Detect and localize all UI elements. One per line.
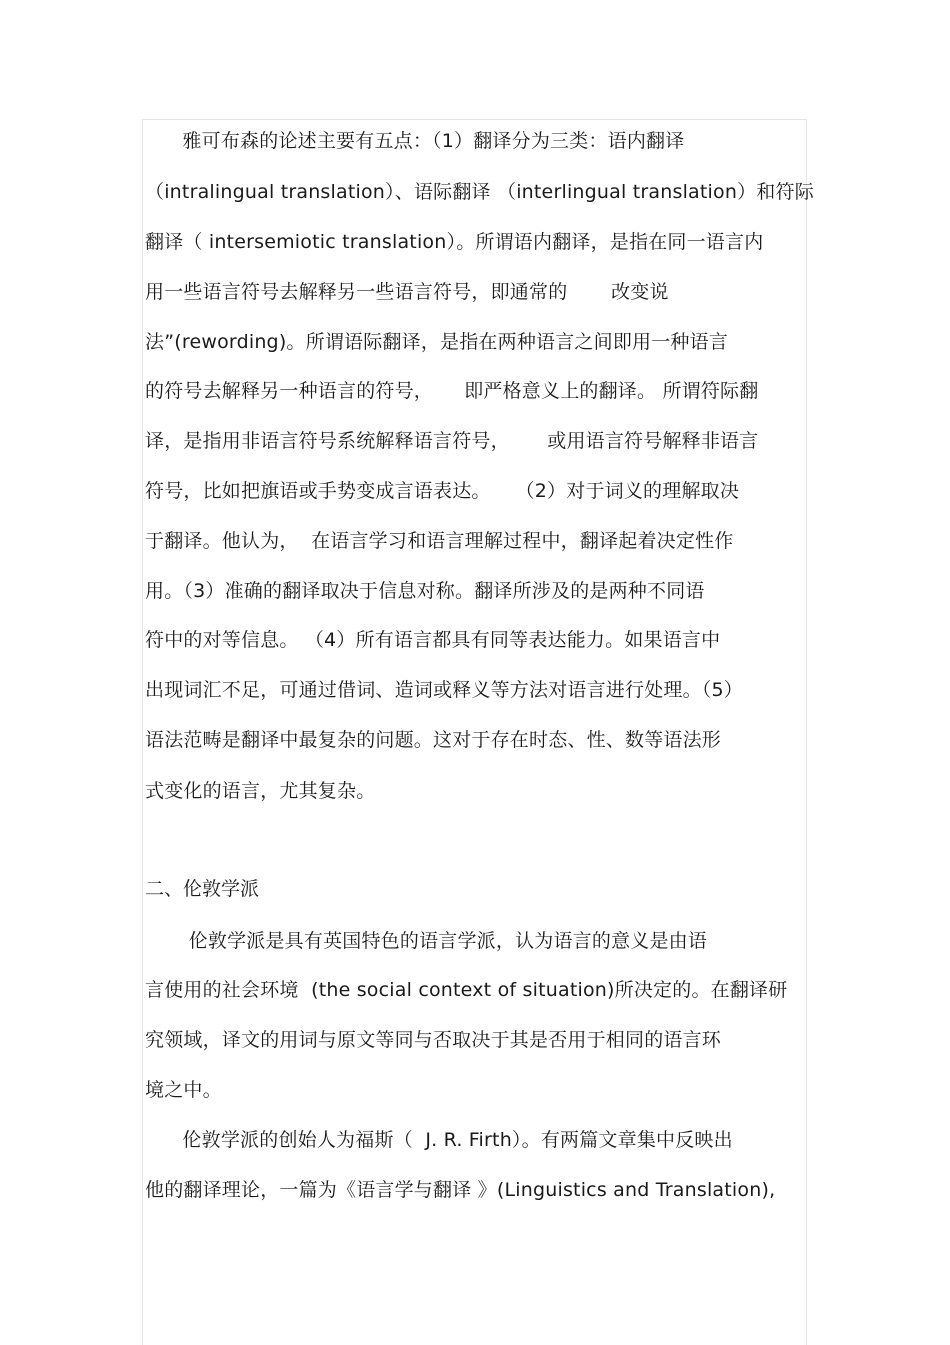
section-heading: 二、伦敦学派 xyxy=(145,878,260,900)
paragraph-line: 于翻译。他认为， 在语言学习和语言理解过程中，翻译起着决定性作 xyxy=(145,530,734,552)
paragraph-line: 符号，比如把旗语或手势变成言语表达。 （2）对于词义的理解取决 xyxy=(145,480,740,502)
paragraph-line: （intralingual translation）、语际翻译 （interlingual translation）和符际 xyxy=(145,181,814,203)
paragraph-line: 言使用的社会环境 (the social context of situation)所决定的。在翻译研 xyxy=(145,979,788,1001)
paragraph-line: 用一些语言符号去解释另一些语言符号，即通常的 改变说 xyxy=(145,281,669,303)
paragraph-line: 语法范畴是翻译中最复杂的问题。这对于存在时态、性、数等语法形 xyxy=(145,729,722,751)
paragraph-line: 式变化的语言，尤其复杂。 xyxy=(145,780,376,802)
paragraph-line: 究领域，译文的用词与原文等同与否取决于其是否用于相同的语言环 xyxy=(145,1029,722,1051)
paragraph-line: 法”(rewording)。所谓语际翻译，是指在两种语言之间即用一种语言 xyxy=(145,331,729,353)
paragraph-line: 译，是指用非语言符号系统解释语言符号， 或用语言符号解释非语言 xyxy=(145,430,759,452)
paragraph-line: 雅可布森的论述主要有五点：（1）翻译分为三类：语内翻译 xyxy=(145,130,685,152)
paragraph-line: 他的翻译理论，一篇为《语言学与翻译 》(Linguistics and Translation), xyxy=(145,1179,776,1201)
paragraph-line: 用。（3）准确的翻译取决于信息对称。翻译所涉及的是两种不同语 xyxy=(145,580,705,602)
paragraph-line: 符中的对等信息。 （4）所有语言都具有同等表达能力。如果语言中 xyxy=(145,629,721,651)
paragraph-line: 伦敦学派是具有英国特色的语言学派，认为语言的意义是由语 xyxy=(145,930,708,952)
paragraph-line: 的符号去解释另一种语言的符号， 即严格意义上的翻译。 所谓符际翻 xyxy=(145,380,759,402)
paragraph-line: 出现词汇不足，可通过借词、造词或释义等方法对语言进行处理。（5） xyxy=(145,679,743,701)
paragraph-line: 境之中。 xyxy=(145,1079,222,1101)
paragraph-line: 翻译（ intersemiotic translation）。所谓语内翻译，是指在同一语言内 xyxy=(145,231,764,253)
paragraph-line: 伦敦学派的创始人为福斯（ J. R. Firth）。有两篇文章集中反映出 xyxy=(145,1129,733,1151)
